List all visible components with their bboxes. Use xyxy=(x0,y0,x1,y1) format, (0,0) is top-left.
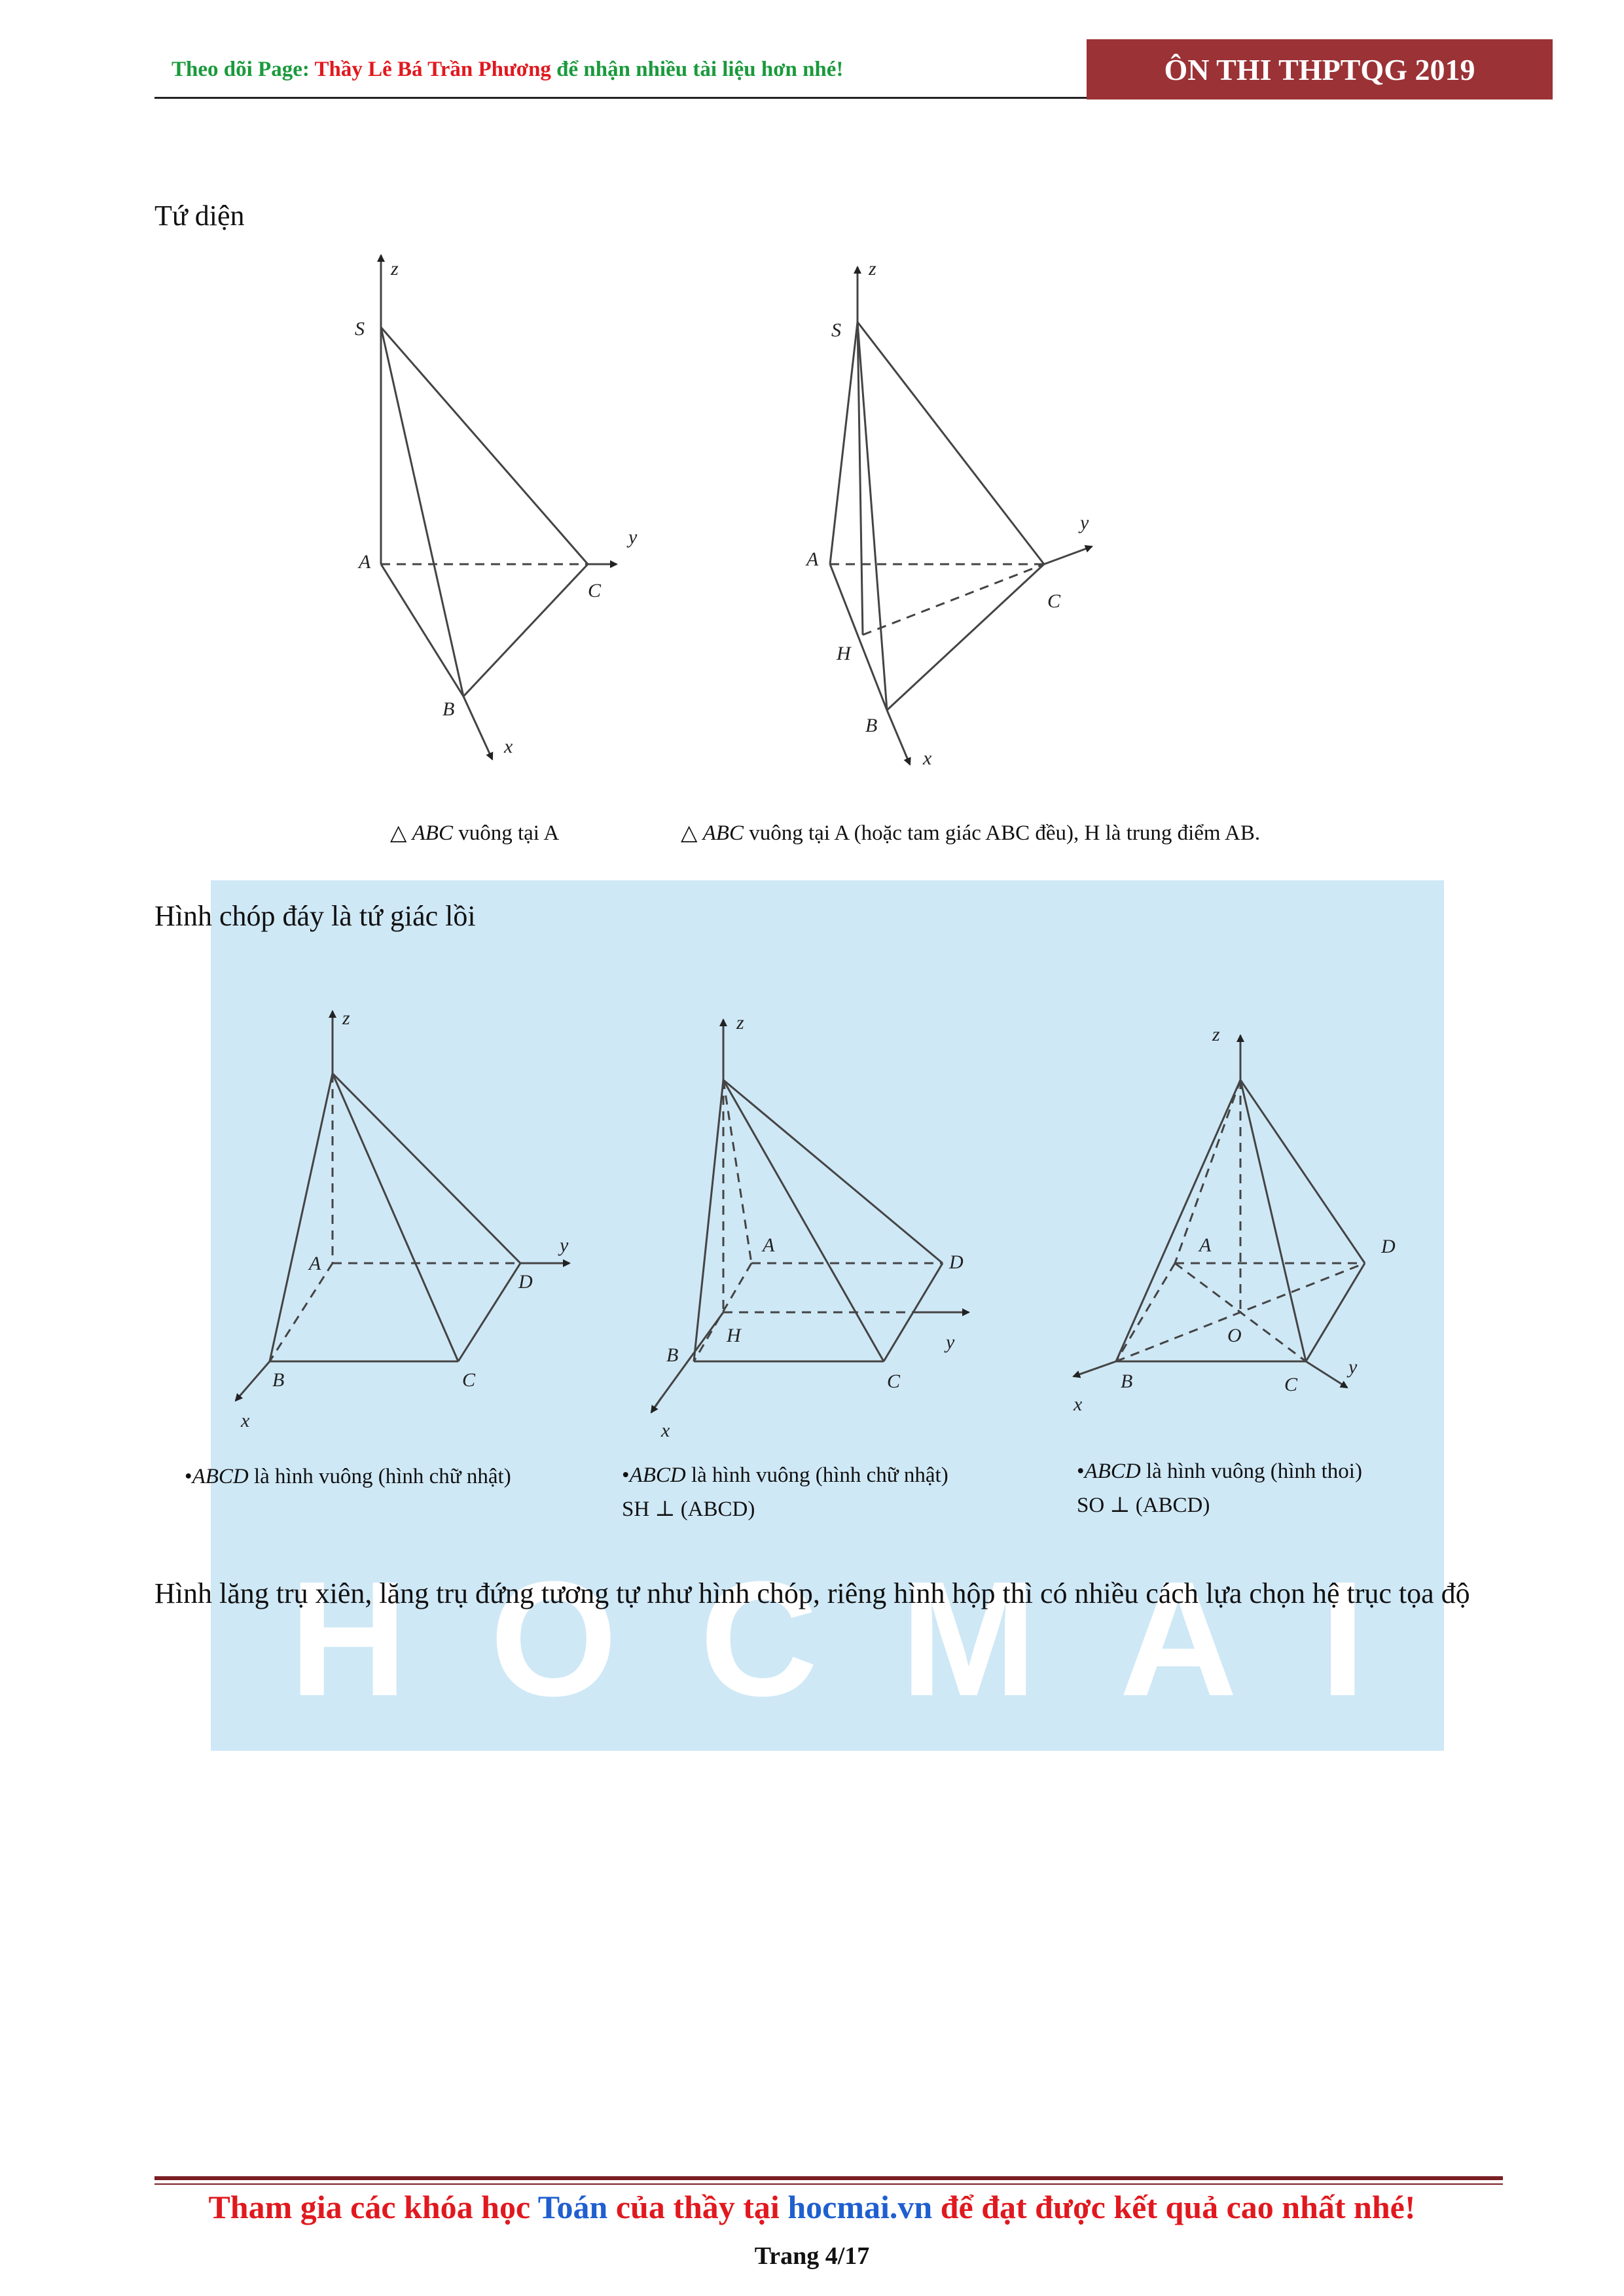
label-y: y xyxy=(1348,1356,1358,1378)
caption-pyramid-3: •ABCD là hình vuông (hình thoi) SO ⊥ (ABCD) xyxy=(1077,1460,1362,1517)
header-prefix: Theo dõi Page: xyxy=(171,58,315,81)
label-z: z xyxy=(736,1012,744,1033)
figure-pyramid-2 xyxy=(651,1020,969,1412)
edge-SA xyxy=(830,322,857,564)
edge-SD xyxy=(1240,1080,1365,1263)
section-title-pyramid: Hình chóp đáy là tứ giác lồi xyxy=(154,900,476,932)
label-S: S xyxy=(355,318,365,340)
edge-AB xyxy=(1116,1263,1175,1361)
y-axis xyxy=(1044,547,1092,564)
edge-CD xyxy=(458,1263,520,1361)
figure-pyramid-1-labels xyxy=(240,1007,569,1431)
label-H: H xyxy=(837,643,851,664)
edge-SB xyxy=(381,327,463,696)
x-axis xyxy=(1074,1361,1116,1376)
caption-tetrahedron-1: △ ABC vuông tại A xyxy=(390,821,560,845)
label-C: C xyxy=(462,1369,476,1391)
label-B: B xyxy=(1121,1371,1133,1392)
edge-AB xyxy=(270,1263,333,1361)
figure-pyramid-2-labels xyxy=(660,1012,964,1441)
page-number: Trang 4/17 xyxy=(754,2242,870,2270)
edge-SC xyxy=(381,327,588,564)
label-y: y xyxy=(1080,512,1089,533)
label-C: C xyxy=(1284,1374,1298,1395)
label-B: B xyxy=(666,1344,679,1366)
label-A: A xyxy=(359,551,371,573)
label-D: D xyxy=(518,1271,533,1293)
label-C: C xyxy=(588,580,602,601)
label-z: z xyxy=(342,1007,350,1029)
x-axis xyxy=(651,1398,661,1412)
footer-rule-thick xyxy=(154,2176,1503,2180)
figure-pyramid-1 xyxy=(236,1011,569,1401)
figure-tetrahedron-1 xyxy=(381,255,617,759)
header-teacher-name: Thầy Lê Bá Trần Phương xyxy=(314,58,551,81)
label-B: B xyxy=(865,715,878,736)
edge-SC xyxy=(333,1073,458,1361)
y-axis xyxy=(1306,1361,1347,1388)
label-z: z xyxy=(391,258,399,279)
edge-SB xyxy=(270,1073,333,1361)
label-y: y xyxy=(946,1331,955,1353)
label-x: x xyxy=(923,747,932,769)
header-badge: ÔN THI THPTQG 2019 xyxy=(1087,39,1553,99)
label-x: x xyxy=(661,1420,670,1441)
edge-SB xyxy=(857,322,887,710)
label-y: y xyxy=(560,1234,569,1256)
footer-rule-thin xyxy=(154,2183,1503,2185)
section-title-tetrahedron: Tứ diện xyxy=(154,200,245,232)
label-z: z xyxy=(869,258,876,279)
edge-CD xyxy=(1306,1263,1365,1361)
label-S: S xyxy=(831,319,841,341)
label-A: A xyxy=(806,548,819,570)
edge-SC xyxy=(857,322,1044,564)
edge-SD xyxy=(723,1080,943,1263)
figure-tetrahedron-1-labels xyxy=(355,258,638,757)
edge-SC xyxy=(723,1080,884,1361)
label-A: A xyxy=(309,1253,321,1274)
section-prism-note: Hình lăng trụ xiên, lăng trụ đứng tương tự như hình chóp, riêng hình hộp thì có nhiều cách lựa chọn hệ trục tọa độ xyxy=(154,1577,1470,1609)
edge-BC xyxy=(887,564,1044,710)
caption-pyramid-2: •ABCD là hình vuông (hình chữ nhật) SH ⊥ (ABCD) xyxy=(622,1463,948,1521)
edge-SD xyxy=(333,1073,520,1263)
caption-tetrahedron-2: △ ABC vuông tại A (hoặc tam giác ABC đều), H là trung điểm AB. xyxy=(681,821,1261,845)
caption-pyramid-1: •ABCD là hình vuông (hình chữ nhật) xyxy=(185,1465,511,1488)
label-D: D xyxy=(1381,1236,1396,1257)
label-H: H xyxy=(727,1325,741,1346)
figure-tetrahedron-2 xyxy=(830,267,1092,764)
label-x: x xyxy=(241,1410,250,1431)
label-O: O xyxy=(1227,1325,1242,1346)
label-B: B xyxy=(442,698,455,720)
figure-tetrahedron-2-labels xyxy=(805,258,1089,769)
x-axis-line xyxy=(655,1312,723,1407)
label-x: x xyxy=(1074,1393,1083,1415)
label-x: x xyxy=(504,736,513,757)
edge-SA xyxy=(723,1080,751,1263)
figure-pyramid-3 xyxy=(1074,1035,1365,1388)
label-C: C xyxy=(887,1371,901,1392)
label-y: y xyxy=(628,526,638,548)
label-A: A xyxy=(763,1234,775,1256)
x-axis xyxy=(463,696,492,759)
label-D: D xyxy=(949,1251,964,1273)
label-B: B xyxy=(272,1369,285,1391)
edge-SC xyxy=(1240,1080,1306,1361)
hocmai-link[interactable]: hocmai.vn xyxy=(787,2189,933,2225)
header-suffix: để nhận nhiều tài liệu hơn nhé! xyxy=(550,58,844,81)
label-A: A xyxy=(1199,1234,1212,1256)
figure-pyramid-3-labels xyxy=(1073,1024,1396,1415)
label-z: z xyxy=(1212,1024,1220,1045)
x-axis xyxy=(887,710,910,764)
edge-AB xyxy=(381,564,463,696)
edge-BC xyxy=(463,564,588,696)
footer-message: Tham gia các khóa học Toán của thầy tại hocmai.vn để đạt được kết quả cao nhất nhé! xyxy=(208,2189,1416,2225)
watermark-text: H O C M A I xyxy=(289,1547,1365,1730)
label-C: C xyxy=(1047,590,1061,612)
x-axis xyxy=(236,1361,270,1401)
edge-HC xyxy=(863,564,1044,635)
